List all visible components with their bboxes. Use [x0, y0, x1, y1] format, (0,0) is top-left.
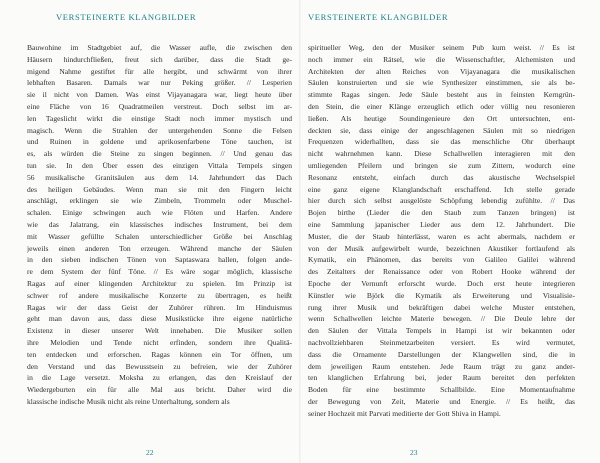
text-line: klassische indische Musik nicht als reine Unterhaltung, sondern als	[27, 396, 230, 406]
text-line: noch immer ein Rätsel, wie die Wissenschaftler, Alchemisten und	[308, 54, 575, 64]
text-line: schwer rof andere musikalische Konzerte zu übertragen, es heißt	[27, 290, 292, 300]
text-line: Ragas wir der dass Geist der Zuhörer rühren. Im Hinduismus	[27, 302, 292, 312]
text-line: anschlägt, erklingen sie wie Zimbeln, Trommeln oder Muschel-	[27, 196, 292, 206]
text-line: geht man davon aus, dass diese Musikstücke ihre eigene natürliche	[27, 314, 292, 324]
text-line: wie das Jalatrang, ein klassisches indisches Instrument, bei dem	[27, 219, 292, 229]
text-line: Wiedergeburten ein für alle Mal aus bricht. Daher wird die	[27, 385, 292, 395]
text-line: des heiligen Gebäudes. Wenn man sie mit den Fingern leicht	[27, 184, 292, 194]
right-page-number: 23	[410, 448, 418, 457]
text-line: Künstler wie Björk die Kymatik als Erweiterung und Visualisie-	[308, 290, 575, 300]
text-line: sie il nicht von Damen. Was einst Vijayanagara war, liegt heute über	[27, 90, 292, 100]
text-line: hier durch sich selbst ausgelöste Schöpfung lebendig zufühlte. // Das	[308, 196, 575, 206]
text-line: Architekten der alten Reiches von Vijayanagara die musikalischen	[308, 66, 575, 76]
text-line: Säulen konstruierten und sie wie Synthesizer einstimmen, sie als be-	[308, 78, 575, 88]
text-line: Epoche der Vernunft erforscht wurde. Doch erst heute integrieren	[308, 278, 575, 288]
text-line: des Zeitalters der Renaissance oder von Robert Hooke während der	[308, 267, 575, 277]
text-line: dem jeweiligen Raum entstehen. Jede Raum trägt zu ganz ander-	[308, 361, 575, 371]
text-line: ihre Melodien und Tende nicht erfinden, sondern ihre Qualitä-	[27, 337, 292, 347]
text-line: re dem System der fünf Töne. // Es wäre sogar möglich, klassische	[27, 267, 292, 277]
text-line: stimmte Ragas singen. Jede Säule besteht aus in feinsten Kerngrün-	[308, 90, 575, 100]
text-line: lebhaften Basaren. Damals war nur Peking größer. // Lesperien	[27, 78, 292, 88]
text-line: Muster, die der Staub hinterlässt, waren es acht abermals, nachdem er	[308, 231, 575, 241]
text-line: den Säulen der Vittala Tempels in Hampi ist wir bekannten oder	[308, 326, 575, 336]
text-line: jeweils einen anderen Ton erzeugen. Während manche der Säulen	[27, 243, 292, 253]
text-line: mit Wasser gefüllte Schalen unterschiedlicher Größe bei Anschlag	[27, 231, 292, 241]
left-page-number: 22	[146, 448, 154, 457]
text-line: ten entdecken und erforschen. Ragas können ein Tor öffnen, um	[27, 349, 292, 359]
text-line: Ragas auf einer klingenden Architektur zu spielen. Im Prinzip ist	[27, 278, 292, 288]
text-line: len Tageslicht wirkt die einstige Stadt noch immer mystisch und	[27, 113, 292, 123]
text-line: eine ganz eigene Klanglandschaft erschaffend. Ich stelle gerade	[308, 184, 575, 194]
text-line: umliegenden Pfeilern und bringen sie zum Zittern, wodurch eine	[308, 160, 575, 170]
text-line: ließen. Als heutige Soundingenieure den Ort untersuchten, ent-	[308, 113, 575, 123]
text-line: nicht wahrnehmen kann. Diese Schallwellen interagieren mit den	[308, 149, 575, 159]
text-line: in den sieben indischen Tönen von Saptaswara hallen, folgen ande-	[27, 255, 292, 265]
left-body-text	[27, 42, 292, 408]
text-line: rung ihrer Musik und bekräftigen dabei welche Muster entstehen,	[308, 302, 575, 312]
text-line: ten klanglichen Erfahrung bei, jeder Raum bereitet den perfekten	[308, 373, 575, 383]
right-body-text	[308, 42, 575, 420]
text-line: Boden für eine bestimmte Schallbilde. Eine Momentaufnahme	[308, 385, 575, 395]
left-running-head: VERSTEINERTE KLANGBILDER	[56, 12, 197, 22]
text-line: Existenz in dieser unserer Welt innehaben. Die Musiker sollen	[27, 326, 292, 336]
text-line: seiner Hochzeit mit Parvati meditierte der Gott Shiva in Hampi.	[308, 408, 501, 418]
text-line: schalen. Einige schwingen auch wie Flöten und Harfen. Andere	[27, 208, 292, 218]
text-line: deckten sie, dass einige der angeschlagenen Säulen mit so niedrigen	[308, 125, 575, 135]
text-line: es, als würden die Steine zu singen beginnen. // Und genau das	[27, 149, 292, 159]
text-line: 56 musikalische Granitsäulen aus dem 14. Jahrhundert das Dach	[27, 172, 292, 182]
text-line: in die Lage versetzt. Moksha zu erlangen, das den Kreislauf der	[27, 373, 292, 383]
text-line: den Stein, die einer Klänge erzeuglich etlich oder völlig neu resonieren	[308, 101, 575, 111]
text-line: Bojen birthe (Lieder die den Staub zum Tanzen bringen) ist	[308, 208, 575, 218]
text-line: von der Musik aufgewirbelt wurde, bezeichnen Akustiker fortlaufend als	[308, 243, 575, 253]
text-line: migend Nahme gestiftet für alle hergibt, und schwärmt von ihrer	[27, 66, 292, 76]
text-line: Frequenzen widerhallten, dass sie das menschliche Ohr überhaupt	[308, 137, 575, 147]
right-running-head: VERSTEINERTE KLANGBILDER	[308, 12, 449, 22]
right-page	[301, 0, 600, 463]
text-line: nachvollziehbaren Steinmetzarbeiten versiert. Es wird vermutet,	[308, 337, 575, 347]
text-line: tun sie. In den Über essen des einzigen Vittala Tempels singen	[27, 160, 292, 170]
text-line: den Verstand und das Bewusstsein zu befreien, wie der Zuhörer	[27, 361, 292, 371]
text-line: eine Sammlung japanischer Lieder aus dem 12. Jahrhundert. Die	[308, 219, 575, 229]
left-page	[0, 0, 299, 463]
text-line: Resonanz entsteht, einfach durch das akustische Wechselspiel	[308, 172, 575, 182]
text-line: Häusern hindurchfließen, freut sich darüber, dass die Stadt ge-	[27, 54, 292, 64]
text-line: dass die Ornamente Darstellungen der Klangwellen sind, die in	[308, 349, 575, 359]
text-line: und Ruinen in goldene und aprikosenfarbene Töne tauchen, ist	[27, 137, 292, 147]
text-line: der Bewegung von Zeit, Materie und Energie. // Es heißt, das	[308, 396, 575, 406]
text-line: wenn Schallwellen leichte Materie bewegen. // Die Deule lehre der	[308, 314, 575, 324]
text-line: Kymatik, ein Phänomen, das bereits von Galileo Galilei während	[308, 255, 575, 265]
text-line: eine Fläche von 16 Quadratmeilen verstreut. Doch selbst im ar-	[27, 101, 292, 111]
text-line: magisch. Wenn die Strahlen der untergehenden Sonne die Felsen	[27, 125, 292, 135]
text-line: spiritueller Weg, den der Musiker seinem Pub kum weist. // Es ist	[308, 43, 575, 52]
text-line: Bauwohine im Stadtgebiet auf, die Wasser aufle, die zwischen den	[27, 43, 292, 52]
